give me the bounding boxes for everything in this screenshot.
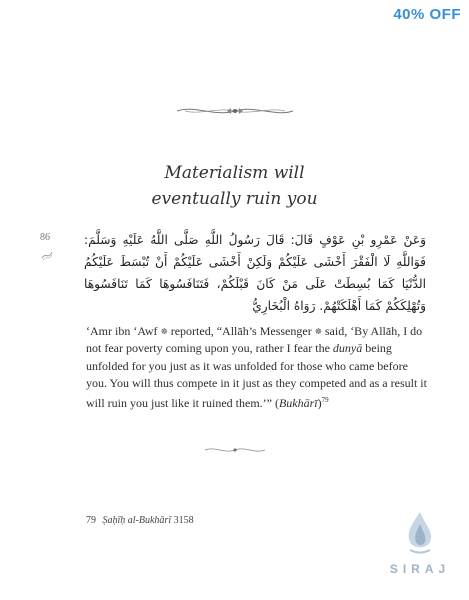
translation-dunya: dunyā [332,341,363,356]
translation-part-2: reported, “Allāh’s Messenger [167,324,315,338]
discount-badge: 40% OFF [393,6,461,23]
footnote-source: Ṣaḥīḥ al-Bukhārī [102,515,172,526]
footnote-ref: 3158 [173,515,194,526]
chapter-title-line-1: Materialism will [164,163,305,183]
translation-part-3: said, ‘By Allāh, I do not fear poverty coming upon you, rather I fear the [86,324,423,356]
translation-part-5: ) [317,396,322,411]
english-translation [86,323,428,412]
top-ornament [175,103,295,119]
footnote-reference: 79 [321,396,329,405]
siraj-logo-text: SIRAJ [389,562,451,576]
arabic-hadith-text: وَعَنْ عَمْرِو بْنِ عَوْفٍ قَالَ: قَالَ رَسُولُ اللَّهِ صَلَّى اللَّهُ عَلَيْهِ وَسَلَّمَ: فَوَاللَّهِ لَا الْفَقْرَ أَخْشَى عَلَيْكُمْ وَلَكِنْ أَخْشَى عَلَيْكُمْ أَنْ تُبْسَطَ عَلَيْكُمُ الدُّنْيَا كَمَا بُسِطَتْ عَلَى مَنْ كَانَ قَبْلَكُمْ، فَتَنَافَسُوهَا كَمَا تَنَافَسُوهَا وَتُهْلِكَكُمْ كَمَا أَهْلَكَتْهُمْ. رَوَاهُ الْبُخَارِيُّ [84,233,426,313]
translation-source: Bukhārī [278,396,318,411]
footnote-number: 79 [86,515,96,526]
translation-part-1: ‘Amr ibn ‘Awf [86,324,161,338]
bottom-ornament [203,444,267,456]
siraj-logo [385,510,455,576]
footnote [86,515,194,526]
chapter-title [0,160,469,212]
margin-flourish-icon [40,247,54,266]
page-number: 86 [40,232,50,243]
honorific-icon: ☸ [314,327,322,336]
translation-part-4: being unfolded for you just as it was unfolded for those who came before you. You will thus compete in it just as they competed and as a result it will ruin you just like it ruined them.’” ( [86,341,427,411]
chapter-title-line-2: eventually ruin you [151,189,318,209]
flame-icon [402,510,438,556]
honorific-icon: ☸ [160,327,168,336]
